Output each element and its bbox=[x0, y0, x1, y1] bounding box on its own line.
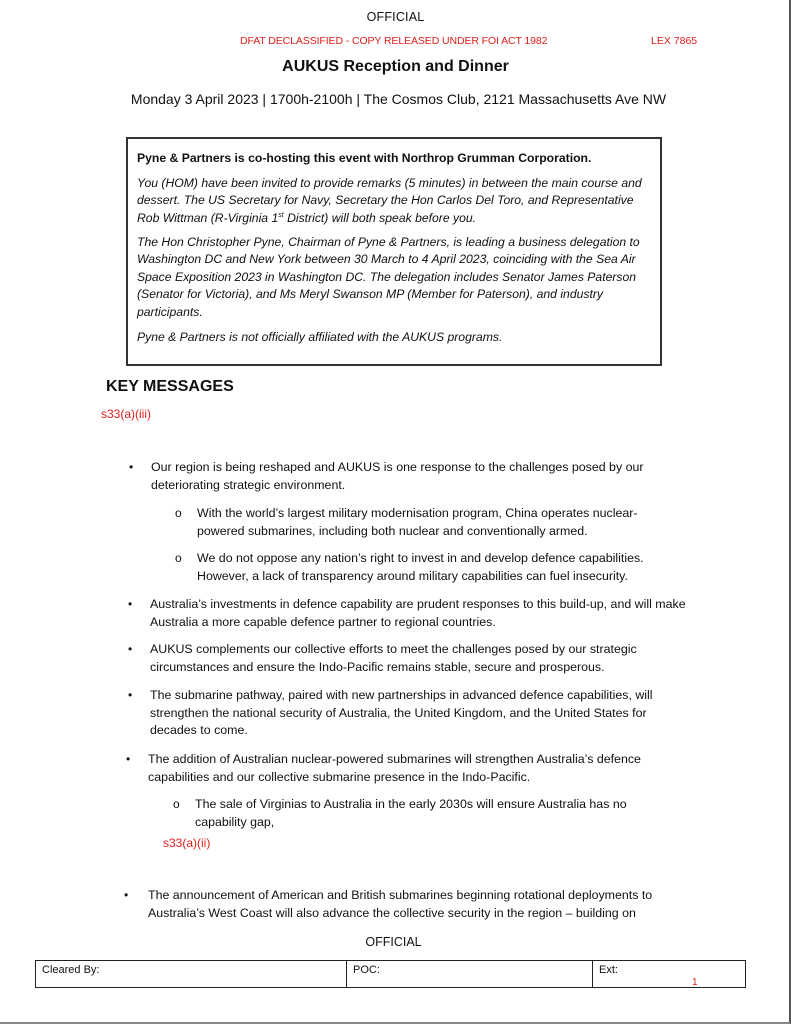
bullet-icon: • bbox=[124, 888, 129, 902]
info-box-paragraph-delegation: The Hon Christopher Pyne, Chairman of Pyne & Partners, is leading a business delegation to Washington DC and New York between 30 March to 4 April 2023, coinciding with the Sea Air Space Exposition 2023 in Washington DC. The delegation includes Senator James Paterson (Senator for Victoria), and Ms Meryl Swanson MP (Member for Paterson), and industry participants. bbox=[137, 235, 640, 319]
classification-footer: OFFICIAL bbox=[365, 935, 422, 949]
page-number: 1 bbox=[692, 977, 698, 988]
poc-label: POC: bbox=[353, 964, 380, 976]
sub-bullet-icon: o bbox=[175, 551, 182, 565]
bullet-icon: • bbox=[128, 688, 133, 702]
info-box-paragraph-affiliation: Pyne & Partners is not officially affiliated with the AUKUS programs. bbox=[137, 330, 503, 344]
classification-header: OFFICIAL bbox=[366, 10, 425, 24]
ext-label: Ext: bbox=[599, 964, 618, 976]
info-box bbox=[126, 137, 662, 366]
sub-bullet-icon: o bbox=[175, 506, 182, 520]
key-messages-heading: KEY MESSAGES bbox=[106, 378, 234, 395]
info-box-paragraph-remarks: You (HOM) have been invited to provide remarks (5 minutes) in between the main course and dessert. The US Secretary for Navy, Secretary the Hon Carlos Del Toro, and Representative Rob Wittman (R-Virginia 1st District) will both speak before you. bbox=[137, 176, 642, 225]
cleared-by-cell bbox=[36, 961, 347, 987]
document-title: AUKUS Reception and Dinner bbox=[282, 58, 509, 75]
poc-cell bbox=[347, 961, 593, 987]
reference-number: LEX 7865 bbox=[651, 35, 698, 47]
event-details: Monday 3 April 2023 | 1700h-2100h | The Cosmos Club, 2121 Massachusetts Ave NW bbox=[130, 91, 667, 107]
clearance-table bbox=[35, 960, 746, 988]
ext-cell bbox=[593, 961, 745, 987]
sub-bullet-icon: o bbox=[173, 797, 180, 811]
bullet-icon: • bbox=[128, 597, 133, 611]
redaction-marker: s33(a)(iii) bbox=[101, 407, 152, 421]
bullet-icon: • bbox=[126, 752, 131, 766]
declassified-stamp: DFAT DECLASSIFIED - COPY RELEASED UNDER FOI ACT 1982 bbox=[240, 35, 548, 47]
info-box-heading: Pyne & Partners is co-hosting this event with Northrop Grumman Corporation. bbox=[137, 151, 592, 165]
redaction-marker: s33(a)(ii) bbox=[163, 836, 211, 850]
bullet-icon: • bbox=[129, 460, 134, 474]
document-page: OFFICIAL DFAT DECLASSIFIED - COPY RELEASED UNDER FOI ACT 1982 LEX 7865 AUKUS Reception and Dinner Monday 3 April 2023 | 1700h-2100h | The Cosmos Club, 2121 Massachusetts Ave NW Pyne & Partners is co-hosting this event with Northrop Grumman Corporation. You (HOM) have been invited to provide remarks (5 minutes) in between the main course and dessert. The US Secretary for Navy, Secretary the Hon Carlos Del Toro, and Representative Rob Wittman (R-Virginia 1st District) will both speak before you. The Hon Christopher Pyne, Chairman of Pyne & Partners, is leading a business delegation to Washington DC and New York between 30 March to 4 April 2023, coinciding with the Sea Air Space Exposition 2023 in Washington DC. The delegation includes Senator James Paterson (Senator for Victoria), and Ms Meryl Swanson MP (Member for Paterson), and industry participants. Pyne & Partners is not officially affiliated with the AUKUS programs. KEY MESSAGES s33(a)(iii) • Our region is being reshaped and AUKUS is one response to the challenges posed by our deteriorating strategic environment. o With the world’s largest military modernisation program, China operates nuclear-powered submarines, including both nuclear and conventionally armed. o We do not oppose any nation’s right to invest in and develop defence capabilities. However, a lack of transparency around military capabilities can fuel insecurity. • Australia’s investments in defence capability are prudent responses to this build-up, and will make Australia a more capable defence partner to regional countries. • AUKUS complements our collective efforts to meet the challenges posed by our strategic circumstances and ensure the Indo-Pacific remains stable, secure and prosperous. • The submarine pathway, paired with new partnerships in advanced defence capabilities, will strengthen the national security of Australia, the United Kingdom, and the United States for decades to come. • The addition of Australian nuclear-powered submarines will strengthen Australia’s defence capabilities and our collective submarine presence in the Indo-Pacific. o The sale of Virginias to Australia in the early 2030s will ensure Australia has no capability gap, s33(a)(ii) • The announcement of American and British submarines beginning rotational deployments to Australia’s West Coast will also advance the collective security in the region – building on OFFICIAL Cleared By: POC: Ext: 1 bbox=[0, 0, 791, 1024]
bullet-icon: • bbox=[128, 642, 133, 656]
cleared-by-label: Cleared By: bbox=[42, 964, 100, 976]
